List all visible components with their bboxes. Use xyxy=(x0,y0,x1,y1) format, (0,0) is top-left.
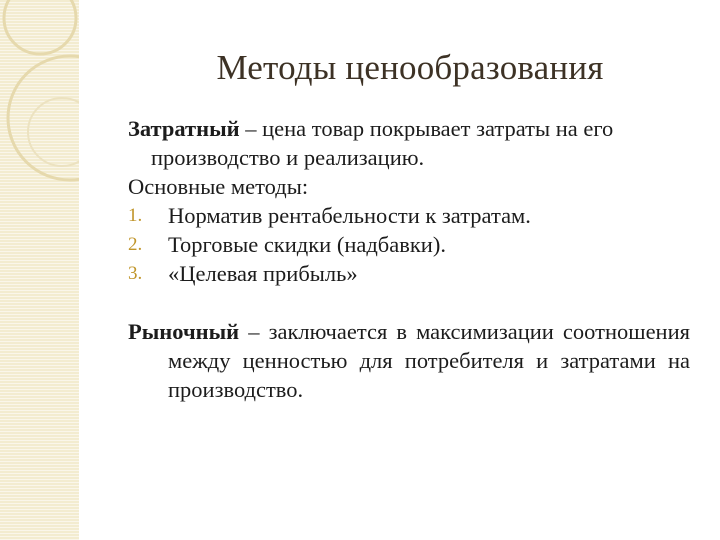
cost-method-paragraph xyxy=(128,114,690,172)
list-item xyxy=(128,230,690,259)
market-method-text: – заключается в максимизации соотношения между ценностью для потребителя и затратами на производство. xyxy=(168,319,690,402)
list-number: 2. xyxy=(128,234,143,255)
list-item-text: Торговые скидки (надбавки). xyxy=(168,232,446,257)
cost-method-term: Затратный xyxy=(128,116,240,141)
decorative-rings xyxy=(0,0,79,540)
methods-list xyxy=(128,201,690,288)
decorative-side-band xyxy=(0,0,79,540)
list-number: 1. xyxy=(128,205,143,226)
spacer xyxy=(128,288,690,317)
list-number: 3. xyxy=(128,263,143,284)
list-item-text: Норматив рентабельности к затратам. xyxy=(168,203,531,228)
list-item xyxy=(128,259,690,288)
slide-body xyxy=(128,114,690,404)
methods-heading: Основные методы: xyxy=(128,174,309,199)
list-item xyxy=(128,201,690,230)
cost-method-text: – цена товар покрывает затраты на его производство и реализацию. xyxy=(151,116,614,170)
list-item-text: «Целевая прибыль» xyxy=(168,261,358,286)
market-method-term: Рыночный xyxy=(128,319,240,344)
market-method-paragraph xyxy=(128,317,690,404)
slide-title: Методы ценообразования xyxy=(216,48,604,87)
